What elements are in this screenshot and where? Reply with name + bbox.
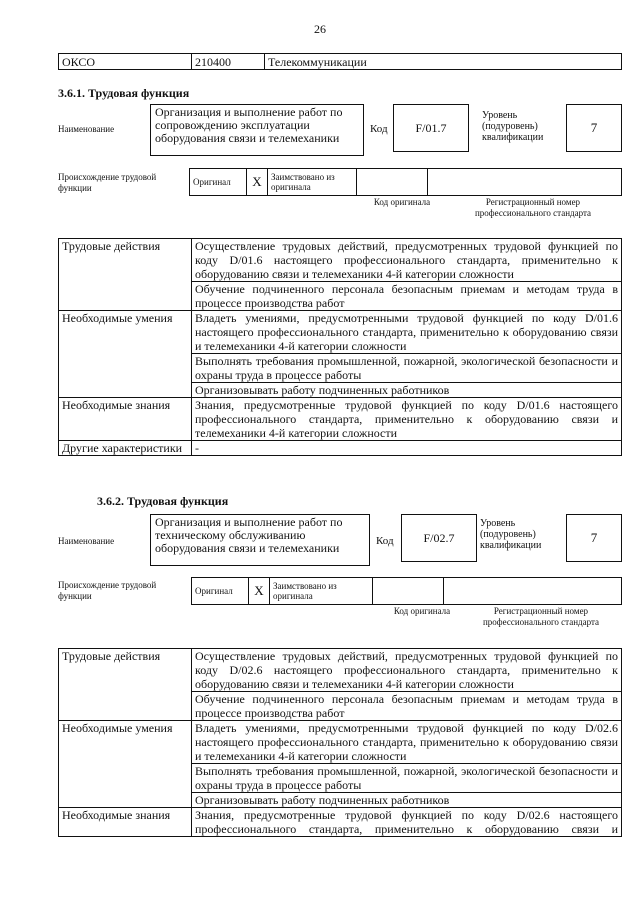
function-code-box: F/02.7: [401, 514, 477, 562]
row-item: Владеть умениями, предусмотренными трудовой функцией по коду D/02.6 настоящего профессионального стандарта, применительно к оборудованию связи и телемеханики 4-й категории сложности: [192, 721, 622, 764]
reg-number-caption: Регистрационный номер профессионального стандарта: [474, 197, 592, 218]
code-original-cell: [373, 578, 444, 605]
okso-code: 210400: [192, 54, 265, 70]
code-label: Код: [370, 123, 388, 135]
row-header: Необходимые умения: [59, 311, 192, 398]
function-name-box: Организация и выполнение работ по техническому обслуживанию оборудования связи и телемеханики: [150, 514, 370, 566]
section-title: 3.6.2. Трудовая функция: [97, 494, 229, 508]
row-header: Необходимые знания: [59, 808, 192, 837]
row-header: Необходимые знания: [59, 398, 192, 441]
row-header: Необходимые умения: [59, 721, 192, 808]
level-box: 7: [566, 514, 622, 562]
origin-table: [191, 577, 622, 605]
origin-label: Происхождение трудовой функции: [58, 580, 157, 601]
row-item: Знания, предусмотренные трудовой функцией по коду D/01.6 настоящего профессионального стандарта, применительно к оборудованию связи и телемеханики 4-й категории сложности: [192, 398, 622, 441]
row-item: Знания, предусмотренные трудовой функцией по коду D/02.6 настоящего профессионального стандарта, применительно к оборудованию связи и: [192, 808, 622, 837]
row-header: Трудовые действия: [59, 649, 192, 721]
reg-number-cell: [428, 169, 622, 196]
row-item: Выполнять требования промышленной, пожарной, экологической безопасности и охраны труда в процессе работы: [192, 354, 622, 383]
code-label: Код: [376, 535, 394, 547]
original-label: Оригинал: [190, 169, 247, 196]
code-original-caption: Код оригинала: [393, 606, 451, 616]
row-item: Владеть умениями, предусмотренными трудовой функцией по коду D/01.6 настоящего профессионального стандарта, применительно к оборудованию связи и телемеханики 4-й категории сложности: [192, 311, 622, 354]
origin-table: [189, 168, 622, 196]
row-item: Осуществление трудовых действий, предусмотренных трудовой функцией по коду D/02.6 настоящего профессионального стандарта, применительно к оборудованию связи и телемеханики 4-й категории сложности: [192, 649, 622, 692]
reg-number-cell: [444, 578, 622, 605]
original-label: Оригинал: [192, 578, 249, 605]
row-item: -: [192, 441, 622, 456]
name-label: Наименование: [58, 124, 115, 134]
function-code-box: F/01.7: [393, 104, 469, 152]
code-original-cell: [357, 169, 428, 196]
page-number: 26: [314, 22, 326, 36]
row-item: Обучение подчиненного персонала безопасным приемам и методам труда в процессе производства работ: [192, 282, 622, 311]
original-mark: X: [247, 169, 268, 196]
okso-table: [58, 53, 622, 70]
function-details-table: [58, 238, 622, 456]
level-label: Уровень (подуровень) квалификации: [482, 110, 544, 143]
row-header: Другие характеристики: [59, 441, 192, 456]
row-item: Обучение подчиненного персонала безопасным приемам и методам труда в процессе производства работ: [192, 692, 622, 721]
level-label: Уровень (подуровень) квалификации: [480, 518, 542, 551]
level-box: 7: [566, 104, 622, 152]
original-mark: X: [249, 578, 270, 605]
section-title: 3.6.1. Трудовая функция: [58, 86, 190, 100]
row-header: Трудовые действия: [59, 239, 192, 311]
borrowed-label: Заимствовано из оригинала: [270, 578, 373, 605]
reg-number-caption: Регистрационный номер профессионального стандарта: [482, 606, 600, 627]
row-item: Выполнять требования промышленной, пожарной, экологической безопасности и охраны труда в процессе работы: [192, 764, 622, 793]
okso-label: ОКСО: [59, 54, 192, 70]
row-item: Организовывать работу подчиненных работников: [192, 383, 622, 398]
borrowed-label: Заимствовано из оригинала: [268, 169, 357, 196]
row-item: Осуществление трудовых действий, предусмотренных трудовой функцией по коду D/01.6 настоящего профессионального стандарта, применительно к оборудованию связи и телемеханики 4-й категории сложности: [192, 239, 622, 282]
function-name-box: Организация и выполнение работ по сопровождению эксплуатации оборудования связи и телемеханики: [150, 104, 364, 156]
name-label: Наименование: [58, 536, 115, 546]
okso-name: Телекоммуникации: [265, 54, 622, 70]
origin-label: Происхождение трудовой функции: [58, 172, 157, 193]
code-original-caption: Код оригинала: [373, 197, 431, 207]
row-item: Организовывать работу подчиненных работников: [192, 793, 622, 808]
function-details-table: [58, 648, 622, 837]
